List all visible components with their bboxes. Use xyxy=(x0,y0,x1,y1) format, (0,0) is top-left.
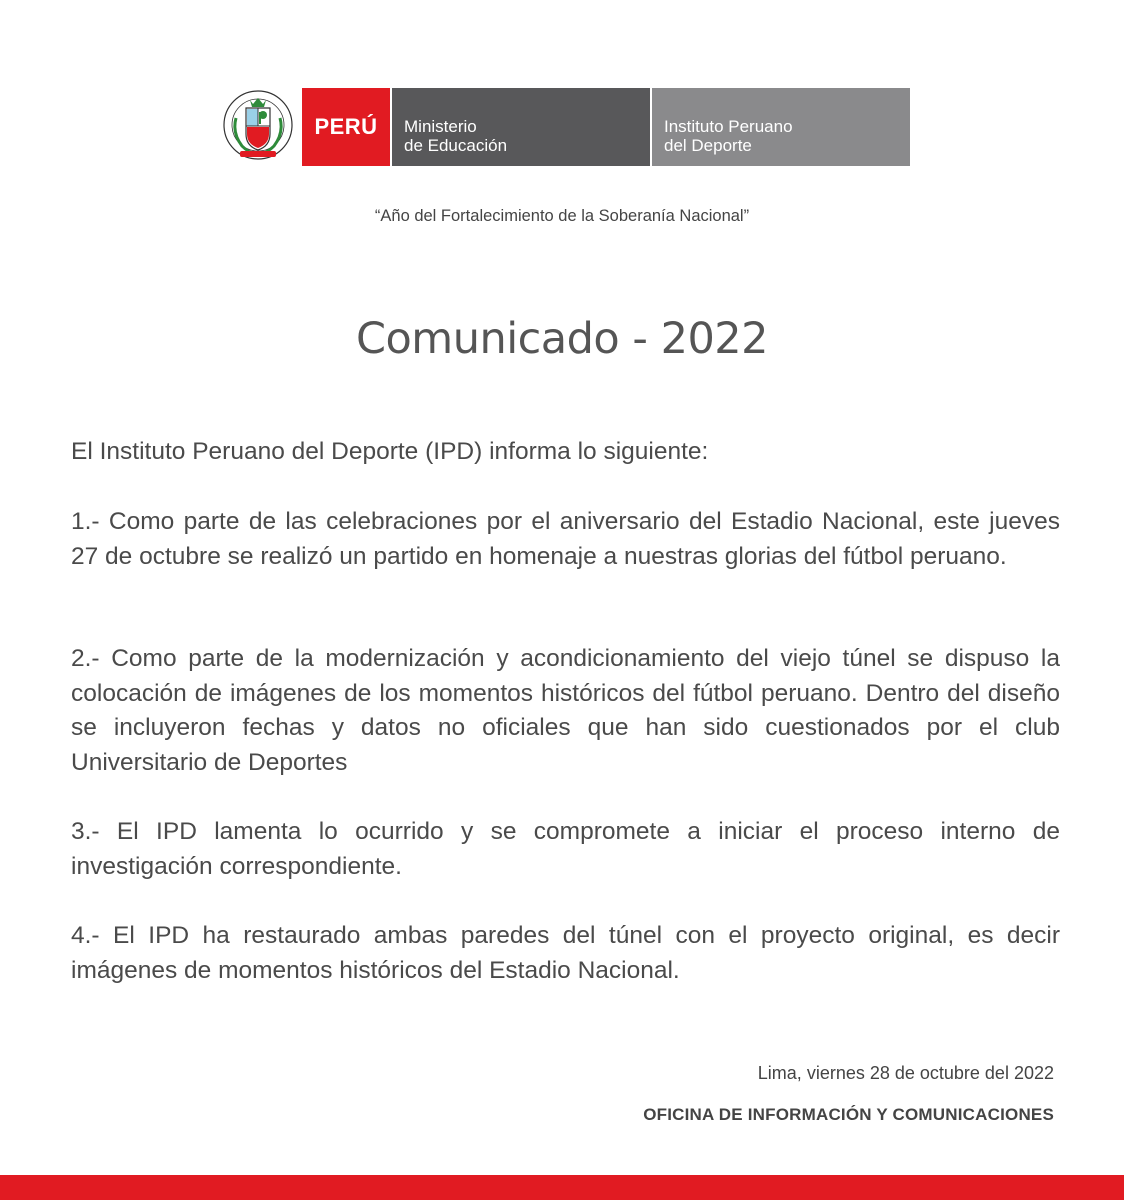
point-3-paragraph: 3.- El IPD lamenta lo ocurrido y se compromete a iniciar el proceso interno de investigación correspondiente. xyxy=(71,818,1060,880)
page-title: Comunicado - 2022 xyxy=(355,314,769,364)
footer-red-bar xyxy=(0,1175,1124,1200)
point-4-paragraph: 4.- El IPD ha restaurado ambas paredes del túnel con el proyecto original, es decir imágenes de momentos históricos del Estadio Nacional. xyxy=(71,922,1060,984)
point-1-paragraph: 1.- Como parte de las celebraciones por el aniversario del Estadio Nacional, este jueves 27 de octubre se realizó un partido en homenaje a nuestras glorias del fútbol peruano. xyxy=(71,508,1060,570)
intro-paragraph: El Instituto Peruano del Deporte (IPD) informa lo siguiente: xyxy=(71,438,709,465)
peru-brand-box xyxy=(302,88,390,166)
coat-of-arms-seal-icon xyxy=(222,88,294,166)
ministry-line-1: Ministerio xyxy=(404,117,477,136)
point-2-paragraph: 2.- Como parte de la modernización y acondicionamiento del viejo túnel se dispuso la colocación de imágenes de los momentos históricos del fútbol peruano. Dentro del diseño se incluyeron fechas y datos no oficiales que han sido cuestionados por el club Universitario de Deportes xyxy=(71,645,1060,776)
institute-line-2: del Deporte xyxy=(664,136,752,155)
institute-box xyxy=(652,88,910,166)
peru-brand-label: PERÚ xyxy=(314,114,378,139)
ministry-box xyxy=(392,88,650,166)
year-motto: “Año del Fortalecimiento de la Soberanía Nacional” xyxy=(374,207,750,225)
institute-line-1: Instituto Peruano xyxy=(664,117,793,136)
ministry-line-2: de Educación xyxy=(404,136,508,155)
government-header xyxy=(222,88,912,166)
office-signature: OFICINA DE INFORMACIÓN Y COMUNICACIONES xyxy=(643,1105,1054,1124)
place-date: Lima, viernes 28 de octubre del 2022 xyxy=(757,1063,1054,1083)
